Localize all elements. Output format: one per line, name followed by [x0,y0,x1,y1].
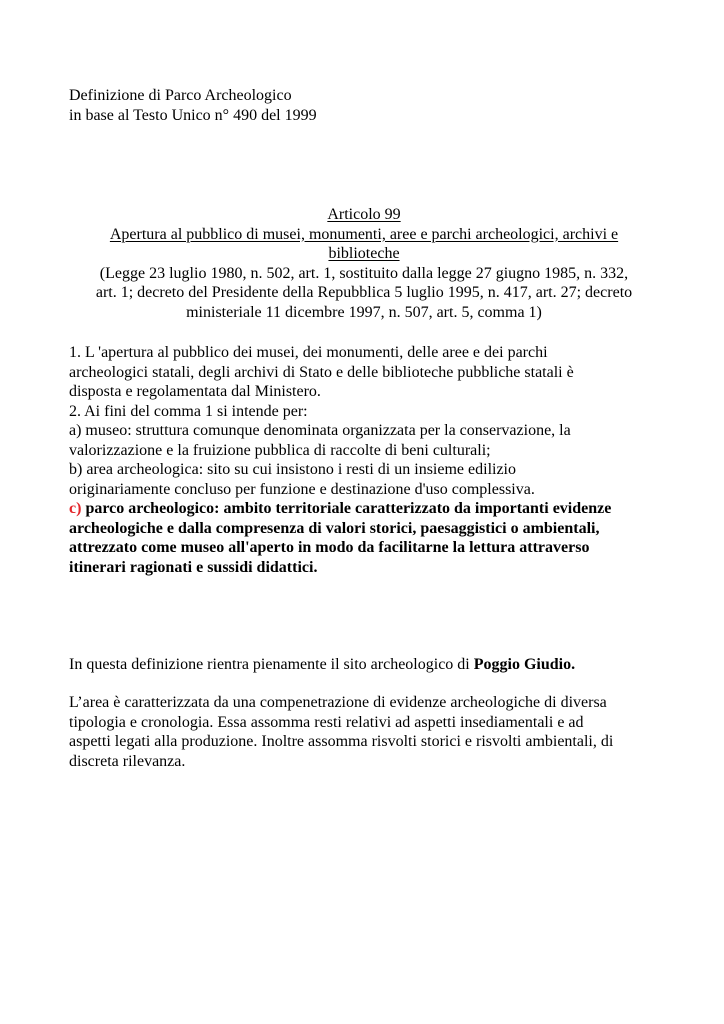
paragraph-1-line-3: disposta e regolamentata dal Ministero. [69,383,321,400]
conclusion-line [69,655,659,675]
article-title-line-2: biblioteche [328,245,400,262]
conclusion-description [69,693,659,771]
item-b-line-1: b) area archeologica: sito su cui insistono i resti di un insieme edilizio [69,461,516,478]
site-name: Poggio Giudio. [473,656,576,673]
conclusion-statement [69,655,659,675]
paragraph-2-line-1: 2. Ai fini del comma 1 si intende per: [69,402,308,420]
heading-line-2: in base al Testo Unico n° 490 del 1999 [69,106,317,124]
item-b-line-2: originariamente concluso per funzione e destinazione d'uso complessiva. [69,480,535,498]
item-c-marker: c) [69,500,82,517]
article-body [69,343,659,577]
paragraph-1-line-2: archeologici statali, degli archivi di Stato e delle biblioteche pubbliche statali è [69,363,574,381]
paragraph-1-line-1: 1. L 'apertura al pubblico dei musei, dei monumenti, delle aree e dei parchi [69,344,548,361]
article-reference-line-1: (Legge 23 luglio 1980, n. 502, art. 1, sostituito dalla legge 27 giugno 1985, n. 332, [99,264,629,282]
item-c-line-2: archeologiche e dalla compresenza di valori storici, paesaggistici o ambientali, [69,519,600,537]
article-reference-line-2: art. 1; decreto del Presidente della Repubblica 5 luglio 1995, n. 417, art. 27; decreto [95,284,633,301]
item-a-line-2: valorizzazione e la fruizione pubblica di raccolte di beni culturali; [69,441,491,459]
article-reference-line-3: ministeriale 11 dicembre 1997, n. 507, art. 5, comma 1) [186,303,542,321]
item-c-line-4: itinerari ragionati e sussidi didattici. [69,558,318,576]
description-line-3: aspetti legati alla produzione. Inoltre assomma risvolti storici e risvolti ambientali, di [69,733,614,750]
item-c-text: parco archeologico: ambito territoriale caratterizzato da importanti evidenze [81,500,612,517]
item-a-line-1: a) museo: struttura comunque denominata organizzata per la conservazione, la [69,422,571,439]
article-number: Articolo 99 [327,206,401,223]
article-title-line-1: Apertura al pubblico di musei, monumenti, aree e parchi archeologici, archivi e [109,225,619,243]
description-line-2: tipologia e cronologia. Essa assomma resti relativi ad aspetti insediamentali e ad [69,713,584,731]
description-line-4: discreta rilevanza. [69,752,186,770]
item-c-line-3: attrezzato come museo all'aperto in modo da facilitarne la lettura attraverso [69,539,590,556]
description-line-1: L’area è caratterizzata da una compenetrazione di evidenze archeologiche di diversa [69,694,607,711]
item-c-line-1 [69,499,659,519]
document-heading [69,86,659,125]
article-header [69,205,659,322]
heading-line-1: Definizione di Parco Archeologico [69,87,292,104]
conclusion-text: In questa definizione rientra pienamente il sito archeologico di [69,656,474,673]
